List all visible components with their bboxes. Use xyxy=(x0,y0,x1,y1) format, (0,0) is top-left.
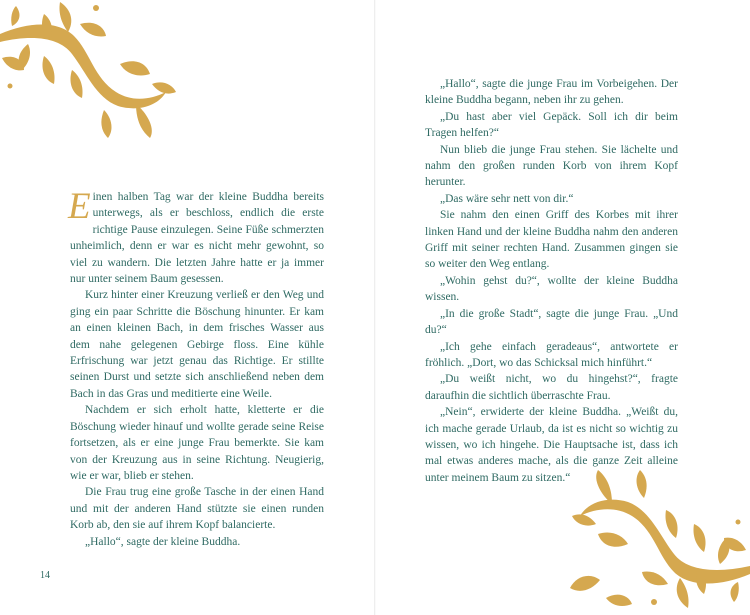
page-number: 14 xyxy=(40,570,50,581)
paragraph: Die Frau trug eine große Tasche in der einen Hand und mit der anderen Hand stützte sie einen runden Korb ab, den sie auf ihrem Kopf balancierte. xyxy=(70,486,324,532)
paragraph: „In die große Stadt“, sagte die junge Frau. „Und du?“ xyxy=(425,307,678,337)
paragraph: „Du weißt nicht, wo du hingehst?“, fragte daraufhin die sichtlich überraschte Frau. xyxy=(425,373,678,402)
left-page-text xyxy=(68,186,324,550)
paragraph: „Wohin gehst du?“, wollte der kleine Buddha wissen. xyxy=(425,274,678,304)
paragraph-text: inen halben Tag war der kleine Buddha bereits unterwegs, als er beschloss, endlich die erste richtige Pause einzulegen. Seine Füße schmerzten unheimlich, denn er war es nicht mehr gewohnt, so viel zu wandern. Die letzten Jahre hatte er ja immer nur unter seinem Baum gesessen. xyxy=(70,191,324,286)
right-page-text xyxy=(425,76,678,486)
paragraph: „Du hast aber viel Gepäck. Soll ich dir beim Tragen helfen?“ xyxy=(425,110,678,140)
paragraph: Kurz hinter einer Kreuzung verließ er den Weg und ging ein paar Schritte die Böschung hinunter. Er kam an einen kleinen Bach, in dem frisches Wasser aus dem nahe gelegenen Gebirge floss. Eine kühle Erfrischung war jetzt genau das Richtige. Er stillte seinen Durst und setzte sich anschließend neben dem Bach in das Gras und meditierte eine Weile. xyxy=(70,289,324,400)
paragraph: „Ich gehe einfach geradeaus“, antwortete er fröhlich. „Dort, wo das Schicksal mich hinführt.“ xyxy=(425,340,678,369)
paragraph: Nun blieb die junge Frau stehen. Sie lächelte und nahm den großen runden Korb von ihrem Kopf herunter. xyxy=(425,143,678,189)
paragraph xyxy=(68,186,324,287)
paragraph: Sie nahm den einen Griff des Korbes mit ihrer linken Hand und der kleine Buddha nahm den anderen Griff mit seiner rechten Hand. Zusammen gingen sie so weiter den Weg entlang. xyxy=(425,209,678,271)
drop-cap: E xyxy=(68,186,91,227)
page-gutter xyxy=(374,0,376,615)
paragraph: Nachdem er sich erholt hatte, kletterte er die Böschung wieder hinauf und wollte gerade seine Reise fortsetzen, als er eine junge Frau bemerkte. Sie kam von der Kreuzung aus in seine Richtung. Neugierig, wie er war, blieb er stehen. xyxy=(70,404,324,482)
paragraph: „Das wäre sehr nett von dir.“ xyxy=(440,192,574,205)
paragraph: „Hallo“, sagte die junge Frau im Vorbeigehen. Der kleine Buddha begann, neben ihr zu gehen. xyxy=(425,78,678,107)
paragraph: „Nein“, erwiderte der kleine Buddha. „Weißt du, ich mache gerade Urlaub, da ist es nicht so wichtig zu wissen, wo ich hingehe. Die Hauptsache ist, dass ich mal etwas anderes mache, als die ganze Zeit alleine unter meinem Baum zu sitzen.“ xyxy=(425,406,678,484)
paragraph: „Hallo“, sagte der kleine Buddha. xyxy=(85,535,241,548)
floral-ornament-top-left-icon xyxy=(0,0,178,140)
